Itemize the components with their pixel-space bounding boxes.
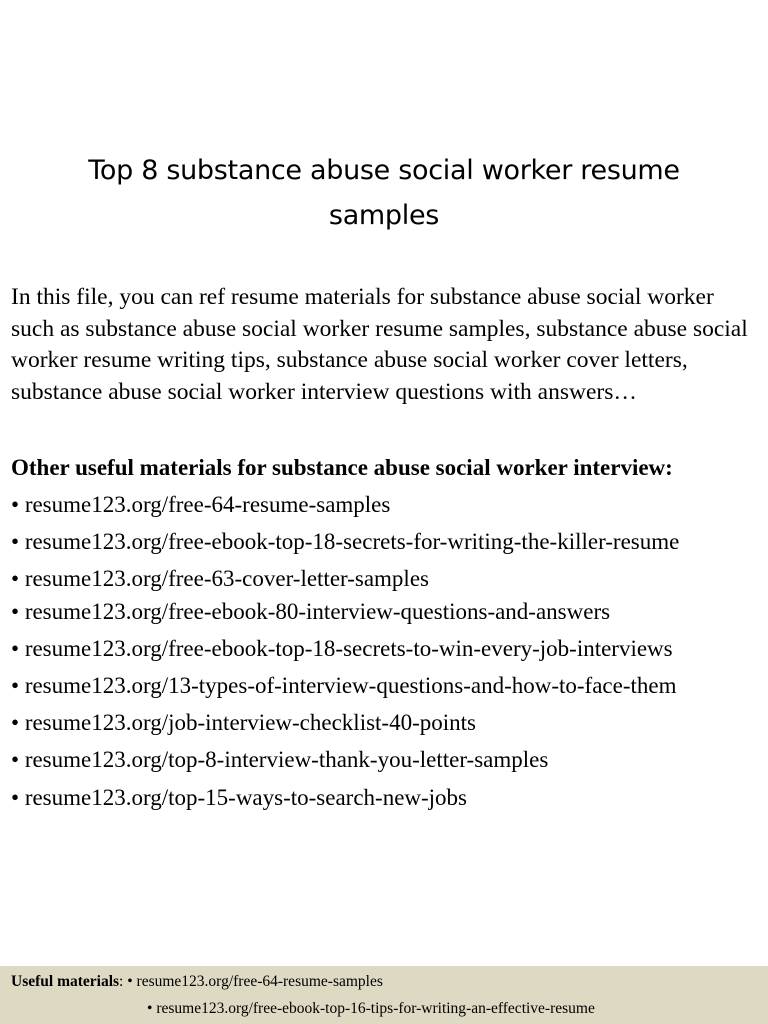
bullet: • (11, 599, 20, 624)
link-item[interactable] (11, 783, 768, 813)
link-item[interactable] (11, 708, 768, 738)
intro-paragraph: In this file, you can ref resume materials for substance abuse social worker such as substance abuse social worker resume samples, substance abuse social worker resume writing tips, substance abuse social worker cover letters, substance abuse social worker interview questions with answers… (11, 284, 748, 405)
link-text[interactable]: resume123.org/free-ebook-80-interview-questions-and-answers (24, 599, 611, 624)
bullet: • (11, 747, 20, 772)
link-item[interactable] (11, 564, 768, 594)
link-text[interactable]: resume123.org/top-15-ways-to-search-new-jobs (24, 785, 468, 810)
link-text[interactable]: resume123.org/free-ebook-top-18-secrets-for-writing-the-killer-resume (24, 529, 680, 554)
link-item[interactable] (11, 634, 768, 664)
footer-bar (0, 966, 768, 1024)
footer-label: Useful materials (11, 973, 120, 990)
footer-link[interactable]: resume123.org/free-ebook-top-16-tips-for-writing-an-effective-resume (156, 1000, 595, 1017)
bullet: • (11, 785, 20, 810)
bullet: • (11, 636, 20, 661)
bullet: • (11, 566, 20, 591)
bullet: • (11, 492, 20, 517)
link-text[interactable]: resume123.org/job-interview-checklist-40-points (24, 710, 476, 735)
footer-link[interactable]: resume123.org/free-64-resume-samples (136, 973, 383, 990)
footer-separator: : (119, 973, 124, 990)
link-item[interactable] (11, 597, 768, 627)
link-item[interactable] (11, 671, 768, 701)
footer-line-2 (147, 999, 595, 1019)
page-title: Top 8 substance abuse social worker resume samples (88, 155, 680, 231)
bullet: • (11, 529, 20, 554)
bullet: • (11, 710, 20, 735)
materials-heading: Other useful materials for substance abuse social worker interview: (11, 455, 673, 480)
link-text[interactable]: resume123.org/free-63-cover-letter-samples (24, 566, 429, 591)
link-text[interactable]: resume123.org/free-64-resume-samples (24, 492, 391, 517)
link-text[interactable]: resume123.org/top-8-interview-thank-you-letter-samples (24, 747, 549, 772)
bullet: • (127, 973, 133, 990)
link-text[interactable]: resume123.org/free-ebook-top-18-secrets-to-win-every-job-interviews (24, 636, 673, 661)
link-item[interactable] (11, 527, 768, 557)
link-item[interactable] (11, 745, 768, 775)
footer-line-1 (11, 972, 383, 992)
link-item[interactable] (11, 490, 768, 520)
bullet: • (11, 673, 20, 698)
bullet: • (147, 1000, 153, 1017)
link-text[interactable]: resume123.org/13-types-of-interview-questions-and-how-to-face-them (24, 673, 677, 698)
